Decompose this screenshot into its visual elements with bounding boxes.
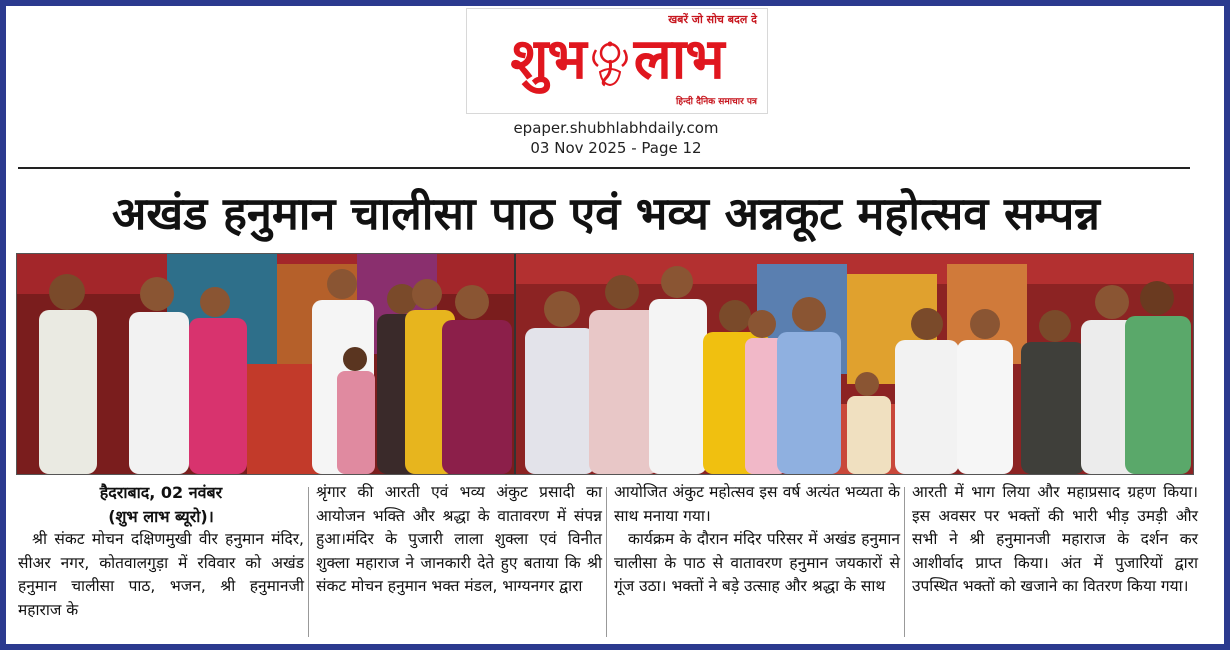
paragraph: श्री संकट मोचन दक्षिणमुखी वीर हनुमान मंदिर, सीअर नगर, कोतवालगुड़ा में रविवार को अखंड हनुमान चालीसा पाठ, भजन, श्री हनुमानजी महाराज के [18, 530, 304, 619]
news-photo [16, 253, 1194, 475]
masthead-subline: हिन्दी दैनिक समाचार पत्र [675, 97, 757, 107]
paragraph: श्रृंगार की आरती एवं भव्य अंकुट प्रसादी का आयोजन भक्ति और श्रद्धा के वातावरण में संपन्न हुआ।मंदिर के पुजारी लाला शुक्ला एवं विनीत शुक्ला महाराज ने जानकारी देते हुए बताया कि श्री संकट मोचन हनुमान भक्त मंडल, भाग्यनगर द्वारा [316, 483, 602, 595]
epaper-page [6, 6, 1224, 644]
paragraph: कार्यक्रम के दौरान मंदिर परिसर में अखंड हनुमान चालीसा के पाठ से वातावरण हनुमान जयकारों से गूंज उठा। भक्तों ने बड़े उत्साह और श्रद्धा के साथ [614, 530, 900, 595]
header-divider [18, 167, 1190, 169]
article-column-3 [614, 481, 900, 599]
paragraph: आरती में भाग लिया और महाप्रसाद ग्रहण किया।इस अवसर पर भक्तों की भारी भीड़ उमड़ी और सभी ने श्री हनुमानजी महाराज के दर्शन कर आशीर्वाद प्राप्त किया। अंत में पुजारियों द्वारा उपस्थित भक्तों को खजाने का वितरण किया गया। [912, 483, 1198, 595]
article-column-2 [316, 481, 602, 599]
page-info: 03 Nov 2025 - Page 12 [530, 139, 702, 157]
article-body [16, 481, 1198, 644]
brand-right: लाभ [633, 26, 724, 92]
column-divider [606, 487, 607, 637]
article-column-4 [912, 481, 1198, 599]
column-divider [904, 487, 905, 637]
ganesh-icon [588, 38, 632, 88]
masthead-logo[interactable] [466, 8, 768, 114]
paragraph: आयोजित अंकुट महोत्सव इस वर्ष अत्यंत भव्यता के साथ मनाया गया। [614, 483, 900, 525]
photo-collage [17, 254, 1193, 474]
site-url[interactable]: epaper.shubhlabhdaily.com [513, 119, 719, 137]
brand-left: शुभ [510, 26, 586, 92]
dateline: हैदराबाद, 02 नवंबर [99, 483, 223, 502]
article-column-1 [18, 481, 304, 622]
brand-name [467, 27, 767, 91]
column-divider [308, 487, 309, 637]
bureau-credit: (शुभ लाभ ब्यूरो)। [108, 506, 214, 526]
headline: अखंड हनुमान चालीसा पाठ एवं भव्य अन्नकूट महोत्सव सम्पन्न [112, 187, 1100, 240]
masthead-tagline: खबरें जो सोच बदल दे [668, 13, 757, 26]
